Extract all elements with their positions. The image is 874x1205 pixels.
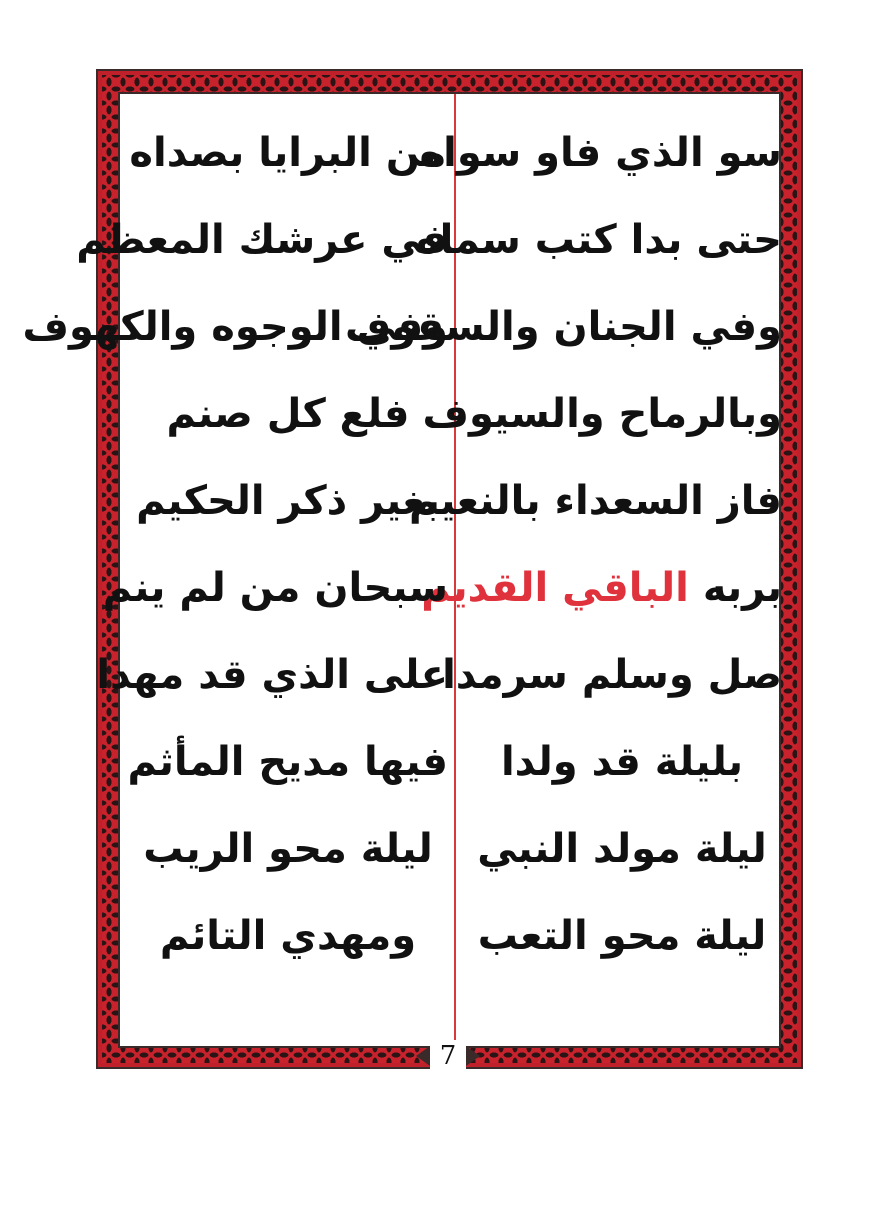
verse-line: وفي الوجوه والكهوف bbox=[22, 304, 448, 350]
verse-line: فيها مديح المأثم bbox=[127, 739, 448, 785]
verse-line: ومهدي التائم bbox=[159, 913, 417, 959]
verse-line: فلع كل صنم bbox=[166, 391, 410, 437]
verse-line: بليلة قد ولدا bbox=[500, 739, 744, 785]
verse-line: ليلة محو التعب bbox=[477, 913, 767, 959]
verse-line: فاز السعداء بالنعيم bbox=[408, 478, 782, 524]
verse-highlight: الباقي القديم bbox=[421, 565, 689, 611]
left-column bbox=[22, 110, 448, 980]
verse-line: ليلة محو الريب bbox=[143, 826, 433, 872]
verse-start: بربه bbox=[688, 565, 782, 611]
right-column bbox=[344, 110, 782, 980]
page-number: 7 bbox=[430, 1040, 466, 1072]
verse-line: على الذي قد مهدا bbox=[96, 652, 448, 698]
verse-line: وفي الجنان والسقوف bbox=[344, 304, 782, 350]
verse-line: حتى بدا كتب سماه bbox=[416, 217, 782, 263]
verse-line: صل وسلم سرمدا bbox=[442, 652, 782, 698]
page-number-ornament-right bbox=[466, 1046, 480, 1066]
verse-line: في عرشك المعظم bbox=[76, 217, 448, 263]
verse-line: ليلة مولد النبي bbox=[477, 826, 767, 872]
verse-line: سبحان من لم ينم bbox=[102, 565, 448, 611]
verse-line: من البرايا بصداه bbox=[129, 130, 447, 176]
verse-line: سو الذي فاو سواه bbox=[419, 130, 782, 176]
page-number-ornament-left bbox=[416, 1046, 430, 1066]
verse-line: وبالرماح والسيوف bbox=[422, 391, 782, 437]
verse-line: بغير ذكر الحكيم bbox=[136, 478, 440, 524]
verse-line-highlighted bbox=[421, 545, 782, 632]
